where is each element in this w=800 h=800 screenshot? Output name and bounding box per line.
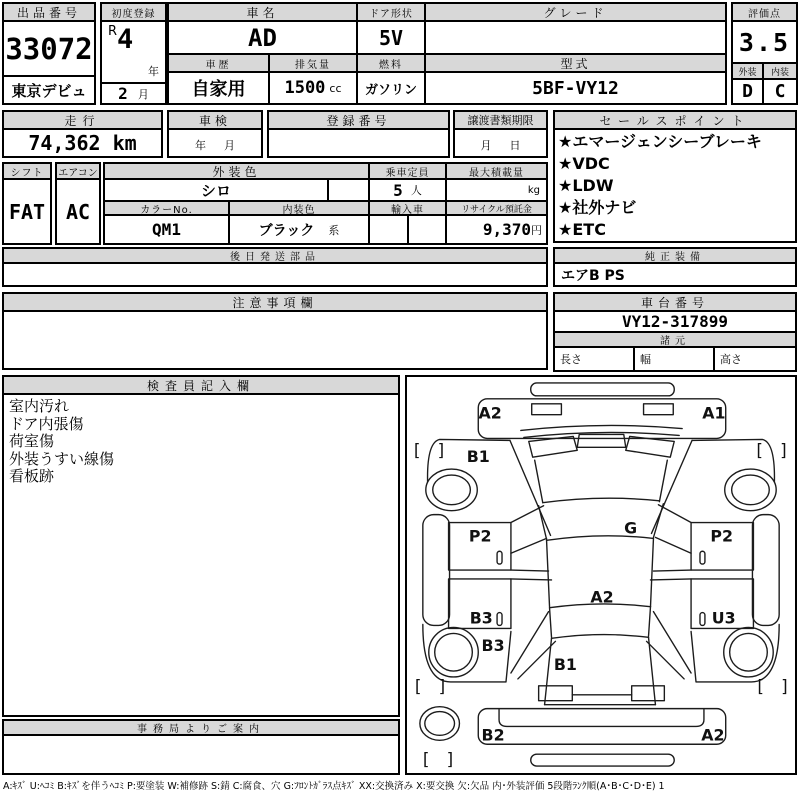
rear-bumper-inner-line bbox=[499, 710, 704, 727]
inspector-note-line: 室内汚れ bbox=[9, 397, 70, 415]
era-mark: R bbox=[108, 24, 118, 39]
exterior-color-sub-cell bbox=[327, 180, 370, 202]
rear-right-wheel bbox=[724, 627, 773, 676]
chassis-number: VY12-317899 bbox=[555, 312, 795, 333]
exterior-color-value: シロ bbox=[105, 180, 327, 202]
interior-color-name: ブラック bbox=[258, 222, 315, 239]
diagram-label-A2: A2 bbox=[590, 587, 614, 607]
history-value: 自家用 bbox=[169, 73, 270, 103]
spec-width-label: 幅 bbox=[635, 348, 715, 370]
registration-no-header: 登録番号 bbox=[269, 112, 448, 130]
interior-color-value bbox=[230, 216, 370, 243]
model-code-header: 型式 bbox=[426, 55, 725, 73]
transfer-doc-box bbox=[453, 110, 548, 158]
roof-left-line bbox=[547, 540, 550, 606]
first-registration-month-cell bbox=[102, 84, 165, 103]
diagram-bracket-[: [ bbox=[757, 675, 764, 696]
spec-header: 諸元 bbox=[555, 333, 795, 348]
rear-window-bottom-line bbox=[552, 635, 649, 639]
diagram-label-U3: U3 bbox=[711, 608, 736, 628]
left-apillar-line bbox=[511, 506, 544, 523]
grille-shape bbox=[577, 434, 626, 447]
diagram-bracket-[: [ bbox=[414, 675, 422, 696]
aircon-header: エアコン bbox=[57, 164, 99, 180]
car-name-value: AD bbox=[169, 22, 358, 55]
interior-color-unit: 系 bbox=[328, 223, 340, 237]
factory-equipment-value: エアB PS bbox=[561, 267, 625, 284]
car-name-header: 車名 bbox=[169, 4, 358, 22]
office-info-content bbox=[4, 736, 398, 773]
sales-point-item: ★VDC bbox=[558, 154, 610, 173]
max-load-value bbox=[447, 180, 546, 202]
color-no-header: カラーNo. bbox=[105, 202, 230, 216]
caution-content bbox=[4, 312, 546, 368]
history-header: 車歴 bbox=[169, 55, 270, 73]
displacement-unit: cc bbox=[329, 81, 342, 95]
hood-left-line bbox=[535, 460, 543, 502]
mileage-header: 走行 bbox=[4, 112, 161, 130]
fuel-header: 燃料 bbox=[358, 55, 426, 73]
right-door-band-line bbox=[653, 570, 691, 571]
door-shape-value: 5V bbox=[358, 22, 426, 55]
inspector-note-line: 外装うすい線傷 bbox=[9, 449, 115, 468]
sales-point-item: ★エマージェンシーブレーキ bbox=[558, 132, 762, 151]
interior-score-header: 内装 bbox=[764, 64, 796, 80]
registration-no-box bbox=[267, 110, 450, 158]
later-shipping-box bbox=[2, 247, 548, 287]
rear-window-right-line bbox=[649, 607, 651, 637]
color-no-value: QM1 bbox=[105, 216, 230, 243]
later-shipping-content bbox=[4, 264, 546, 285]
import-header: 輸入車 bbox=[370, 202, 447, 216]
right-apillar-line2 bbox=[655, 537, 691, 553]
registration-no-value bbox=[269, 130, 448, 156]
sales-points-header: セールスポイント bbox=[555, 112, 795, 130]
exterior-score-header: 外装 bbox=[733, 64, 764, 80]
auction-no-box bbox=[2, 2, 96, 105]
rear-window-left-line bbox=[550, 608, 552, 638]
transfer-doc-header: 譲渡書類期限 bbox=[455, 112, 546, 130]
diagram-bracket-]: ] bbox=[781, 675, 788, 696]
mileage-box bbox=[2, 110, 163, 158]
right-headlight-shape bbox=[626, 436, 675, 457]
diagram-label-B1: B1 bbox=[553, 655, 577, 675]
diagram-label-P2: P2 bbox=[468, 526, 492, 546]
chassis-box bbox=[553, 292, 797, 372]
left-apillar-line2 bbox=[511, 538, 547, 553]
reg-month-value: 2 bbox=[118, 84, 128, 103]
first-registration-box bbox=[100, 2, 167, 105]
hood-right-line bbox=[659, 460, 667, 502]
right-rear-door-handle bbox=[700, 613, 705, 626]
front-bumper-top-shape bbox=[531, 383, 675, 396]
factory-equipment-header: 純正装備 bbox=[555, 249, 795, 264]
right-apillar-line bbox=[658, 505, 691, 523]
inspector-note-line: 荷室傷 bbox=[9, 432, 55, 450]
sales-point-item: ★社外ナビ bbox=[558, 198, 637, 217]
left-apillar-long-line bbox=[510, 440, 551, 535]
sales-points-box bbox=[553, 110, 797, 243]
diagram-label-A1: A1 bbox=[702, 403, 726, 423]
car-diagram-box bbox=[405, 375, 797, 775]
left-headlight-shape bbox=[529, 436, 578, 457]
door-shape-header: ドア形状 bbox=[358, 4, 426, 22]
diagram-label-B1: B1 bbox=[466, 447, 490, 467]
diagram-bracket-[: [ bbox=[756, 440, 763, 461]
recycle-header: リサイクル預託金 bbox=[447, 202, 546, 216]
auction-no-value: 33072 bbox=[4, 22, 94, 77]
factory-equipment-box bbox=[553, 247, 797, 287]
transfer-day-unit: 日 bbox=[509, 139, 521, 152]
chassis-header: 車台番号 bbox=[555, 294, 795, 312]
caution-box bbox=[2, 292, 548, 370]
exterior-score-value: D bbox=[733, 80, 764, 103]
right-taillight-shape bbox=[632, 686, 665, 701]
left-front-door-handle bbox=[497, 551, 502, 564]
spec-length-label: 長さ bbox=[555, 348, 635, 370]
shaken-month-unit: 月 bbox=[224, 139, 235, 152]
first-registration-header: 初度登録 bbox=[102, 4, 165, 22]
damage-legend: A:ｷｽﾞ U:ﾍｺﾐ B:ｷｽﾞを伴うﾍｺﾐ P:要塗装 W:補修跡 S:錆 C:腐食、穴 G:ﾌﾛﾝﾄｶﾞﾗｽ点ｷｽﾞ XX:交換済み X:要交換 欠:欠品 内･外装評価 5段階ﾗﾝｸ順(A･B･C･D･E) 1 bbox=[3, 781, 665, 792]
first-registration-year-cell bbox=[102, 22, 165, 84]
diagram-bracket-[: [ bbox=[413, 440, 421, 461]
interior-score-value: C bbox=[774, 81, 786, 102]
reg-year-value: 4 bbox=[117, 24, 134, 55]
left-cpillar-line bbox=[511, 612, 549, 673]
fuel-value: ガソリン bbox=[358, 73, 426, 103]
right-front-door-handle bbox=[700, 551, 705, 564]
diagram-bracket-[: [ bbox=[422, 749, 430, 770]
later-shipping-header: 後日発送部品 bbox=[4, 249, 546, 264]
sales-point-item: ★ETC bbox=[558, 220, 606, 239]
displacement-value bbox=[270, 73, 358, 103]
right-cpillar-line bbox=[653, 612, 691, 673]
shift-header: シフト bbox=[4, 164, 50, 180]
aircon-value: AC bbox=[65, 199, 91, 224]
office-info-header: 事務局よりご案内 bbox=[4, 721, 398, 736]
score-header: 評価点 bbox=[733, 4, 796, 22]
capacity-value bbox=[370, 180, 447, 202]
spec-height-label: 高さ bbox=[720, 353, 742, 366]
score-value: 3.5 bbox=[733, 22, 796, 64]
model-code-value: 5BF-VY12 bbox=[532, 77, 619, 99]
shaken-value bbox=[169, 130, 261, 156]
front-right-lamp-shape bbox=[644, 404, 674, 415]
import-value-cell-1 bbox=[370, 216, 409, 243]
inspector-header: 検査員記入欄 bbox=[4, 377, 398, 395]
sales-point-item: ★LDW bbox=[558, 176, 614, 195]
shaken-box bbox=[167, 110, 263, 158]
diagram-label-A2: A2 bbox=[701, 725, 725, 745]
left-sill-shape bbox=[423, 515, 450, 626]
office-info-box bbox=[2, 719, 400, 775]
diagram-label-B2: B2 bbox=[481, 725, 505, 745]
max-load-unit: kg bbox=[527, 184, 540, 196]
capacity-header: 乗車定員 bbox=[370, 164, 447, 180]
month-unit: 月 bbox=[137, 87, 149, 101]
mileage-value: 74,362 km bbox=[28, 131, 137, 155]
max-load-header: 最大積載量 bbox=[447, 164, 546, 180]
left-door-band-line2 bbox=[511, 579, 552, 580]
transfer-month-unit: 月 bbox=[480, 139, 492, 152]
displacement-header: 排気量 bbox=[270, 55, 358, 73]
diagram-bracket-]: ] bbox=[446, 749, 454, 770]
left-door-band-line bbox=[511, 570, 549, 571]
inspector-notes bbox=[4, 398, 398, 486]
right-door-band-line2 bbox=[650, 579, 691, 580]
left-rear-door-handle bbox=[497, 613, 502, 626]
displacement-number: 1500 bbox=[284, 78, 326, 98]
interior-color-header: 内装色 bbox=[230, 202, 370, 216]
inspector-box bbox=[2, 375, 400, 717]
capacity-unit: 人 bbox=[410, 184, 422, 197]
caution-header: 注意事項欄 bbox=[4, 294, 546, 312]
capacity-number: 5 bbox=[393, 180, 403, 200]
diagram-label-P2: P2 bbox=[710, 526, 734, 546]
import-value-cell-2 bbox=[409, 216, 447, 243]
right-sill-shape bbox=[752, 515, 779, 626]
windshield-bottom-line bbox=[547, 536, 654, 541]
rear-bumper-bottom-shape bbox=[531, 754, 675, 766]
shaken-header: 車検 bbox=[169, 112, 261, 130]
left-taillight-shape bbox=[539, 686, 573, 701]
sales-points-list bbox=[555, 131, 795, 241]
venue-label: 東京デビュ bbox=[11, 81, 87, 100]
recycle-value bbox=[447, 216, 546, 243]
score-box bbox=[731, 2, 798, 105]
inspector-note-line: ドア内張傷 bbox=[9, 414, 84, 433]
front-left-lamp-shape bbox=[532, 404, 562, 415]
exterior-color-header: 外装色 bbox=[105, 164, 370, 180]
diagram-bracket-]: ] bbox=[437, 440, 445, 461]
shaken-year-unit: 年 bbox=[195, 139, 206, 152]
cowl-line bbox=[543, 498, 660, 503]
inspector-note-line: 看板跡 bbox=[9, 467, 55, 485]
shift-box bbox=[2, 162, 52, 245]
diagram-bracket-]: ] bbox=[780, 440, 787, 461]
grade-header: グレード bbox=[426, 4, 725, 22]
roof-right-line bbox=[650, 538, 653, 606]
recycle-fee: 9,370 bbox=[482, 220, 531, 239]
car-diagram-svg bbox=[407, 377, 795, 773]
auction-no-header: 出品番号 bbox=[4, 4, 94, 22]
vehicle-info-box bbox=[167, 2, 727, 105]
diagram-label-A2: A2 bbox=[478, 403, 502, 423]
transfer-doc-value bbox=[455, 130, 546, 156]
color-capacity-box bbox=[103, 162, 548, 245]
hood-edge-line bbox=[521, 425, 682, 430]
grade-value bbox=[426, 22, 725, 55]
aircon-box bbox=[55, 162, 101, 245]
rear-left-wheel bbox=[429, 627, 478, 676]
year-unit: 年 bbox=[148, 65, 159, 78]
diagram-label-B3: B3 bbox=[469, 608, 493, 628]
diagram-label-G: G bbox=[624, 518, 638, 538]
shift-value: FAT bbox=[8, 199, 46, 224]
diagram-label-B3: B3 bbox=[481, 636, 505, 656]
recycle-unit: 円 bbox=[531, 223, 542, 237]
diagram-bracket-]: ] bbox=[438, 675, 446, 696]
